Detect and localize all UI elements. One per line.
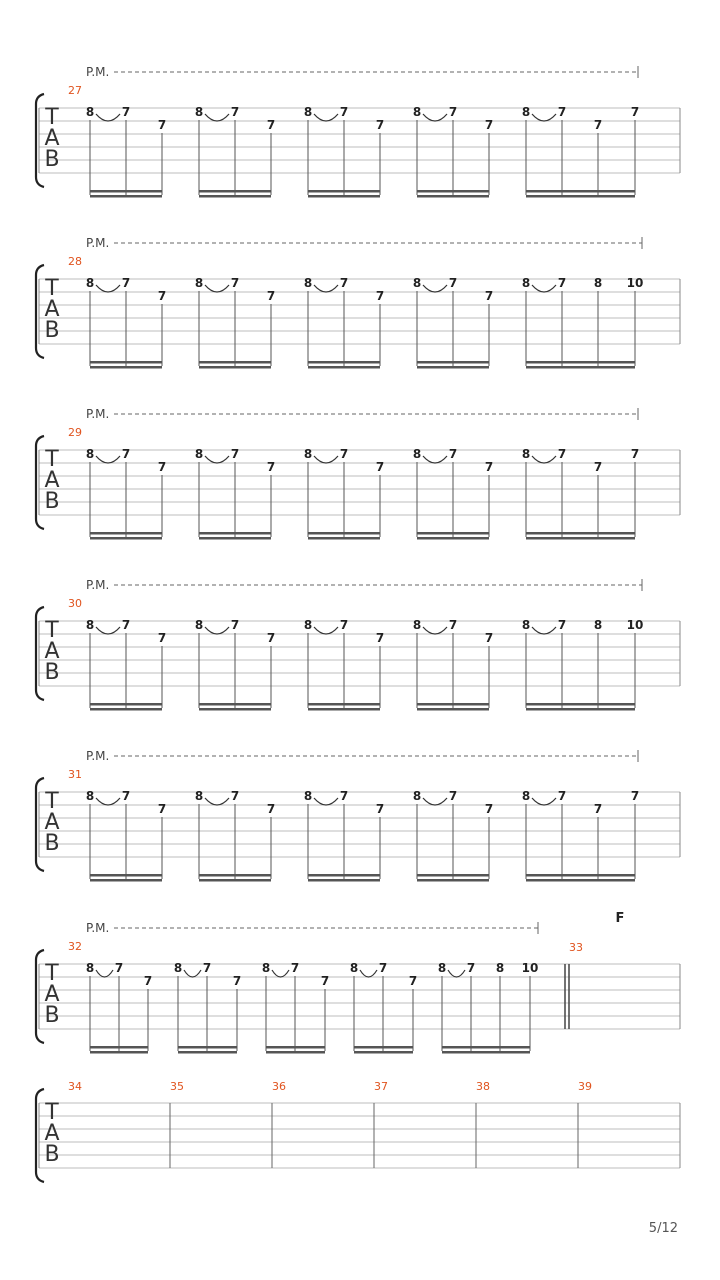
slur-arc [96,456,120,463]
beam [308,532,380,535]
measure-number: 38 [476,1080,490,1093]
beam [417,361,489,364]
tab-note: 7 [339,789,349,803]
palm-mute-label: P.M. [86,578,110,592]
tab-note: 7 [630,105,640,119]
slur-arc [184,970,201,977]
tab-note: 7 [290,961,300,975]
tab-note: 7 [121,447,131,461]
tab-note: 8 [412,447,422,461]
tab-clef-letter: T [45,447,59,472]
tab-note: 7 [121,789,131,803]
tab-note: 7 [230,618,240,632]
tab-note: 8 [85,447,95,461]
measure-number: 31 [68,768,82,781]
tab-system [36,578,680,711]
tab-note: 7 [232,974,242,988]
slur-arc [314,456,338,463]
beam [526,874,635,877]
tab-note: 8 [412,618,422,632]
tab-note: 8 [412,276,422,290]
tab-system [36,911,680,1054]
tab-note: 8 [593,276,603,290]
tab-note: 8 [437,961,447,975]
tab-note: 7 [448,105,458,119]
beam [417,703,489,706]
tab-note: 7 [157,802,167,816]
tab-clef-letter: A [44,982,60,1007]
tab-note: 7 [375,460,385,474]
tab-note: 7 [557,276,567,290]
tab-clef-letter: A [44,468,60,493]
page-number: 5/12 [648,1221,678,1236]
measure-number: 28 [68,255,82,268]
slur-arc [532,285,556,292]
tab-note: 8 [303,789,313,803]
beam [308,190,380,193]
tab-note: 7 [448,447,458,461]
tab-note: 7 [157,460,167,474]
measure-number: 36 [272,1080,286,1093]
tab-note: 7 [339,618,349,632]
beam [417,879,489,882]
tab-clef-letter: T [45,789,59,814]
tab-note: 7 [448,618,458,632]
measure-number: 34 [68,1080,82,1093]
tab-note: 8 [521,276,531,290]
beam [199,879,271,882]
tab-note: 7 [484,118,494,132]
beam [526,361,635,364]
beam [90,537,162,540]
beam [178,1051,237,1054]
slur-arc [205,798,229,805]
tab-note: 7 [484,631,494,645]
slur-arc [96,627,120,634]
tab-note: 7 [375,118,385,132]
beam [308,361,380,364]
tab-note: 7 [114,961,124,975]
tab-note: 7 [408,974,418,988]
beam [308,195,380,198]
tab-note: 7 [593,118,603,132]
tab-note: 7 [230,789,240,803]
tab-clef-letter: B [44,660,60,685]
beam [90,361,162,364]
palm-mute-label: P.M. [86,65,110,79]
tab-note: 7 [230,276,240,290]
tab-note: 8 [303,276,313,290]
beam [308,703,380,706]
beam [417,537,489,540]
beam [526,195,635,198]
tab-note: 7 [593,460,603,474]
tab-note: 8 [349,961,359,975]
tab-note: 7 [339,276,349,290]
slur-arc [532,456,556,463]
tab-clef-letter: T [45,1100,59,1125]
beam [90,1051,148,1054]
tab-note: 8 [521,789,531,803]
tab-note: 7 [230,447,240,461]
tab-note: 7 [484,289,494,303]
tab-clef-letter: A [44,810,60,835]
slur-arc [205,456,229,463]
tab-note: 7 [202,961,212,975]
tab-clef-letter: B [44,1003,60,1028]
tab-note: 8 [85,276,95,290]
slur-arc [423,627,447,634]
tab-note: 7 [230,105,240,119]
tab-note: 7 [157,631,167,645]
beam [526,532,635,535]
tab-note: 8 [521,105,531,119]
beam [354,1046,413,1049]
slur-arc [532,114,556,121]
beam [526,537,635,540]
palm-mute-label: P.M. [86,921,110,935]
palm-mute-label: P.M. [86,236,110,250]
tab-note: 7 [448,276,458,290]
tab-note: 8 [85,789,95,803]
measure-number: 33 [569,941,583,954]
measure-number: 35 [170,1080,184,1093]
beam [199,532,271,535]
tab-note: 8 [593,618,603,632]
tab-note: 7 [157,118,167,132]
beam [266,1051,325,1054]
slur-arc [532,798,556,805]
tab-note: 8 [412,105,422,119]
measure-number: 30 [68,597,82,610]
tab-clef-letter: T [45,618,59,643]
tab-clef-letter: T [45,105,59,130]
tab-note: 7 [266,289,276,303]
slur-arc [532,627,556,634]
tab-clef-letter: B [44,489,60,514]
beam [90,366,162,369]
tab-clef-letter: B [44,147,60,172]
slur-arc [96,798,120,805]
tab-note: 8 [521,618,531,632]
measure-number: 32 [68,940,82,953]
slur-arc [96,114,120,121]
tab-note: 7 [375,631,385,645]
tab-note: 8 [85,105,95,119]
slur-arc [314,285,338,292]
beam [526,879,635,882]
tab-note: 8 [194,789,204,803]
beam [442,1051,530,1054]
beam [199,366,271,369]
tab-note: 7 [121,618,131,632]
tab-clef-letter: B [44,1142,60,1167]
beam [308,708,380,711]
tab-note: 8 [85,618,95,632]
tab-clef-letter: T [45,961,59,986]
beam [90,708,162,711]
tab-note: 7 [630,789,640,803]
tab-note: 8 [261,961,271,975]
beam [199,537,271,540]
tab-system [36,236,680,369]
tab-note: 10 [626,618,644,632]
slur-arc [205,285,229,292]
tab-note: 7 [266,118,276,132]
tab-clef-letter: B [44,831,60,856]
slur-arc [314,114,338,121]
tab-note: 7 [484,460,494,474]
tab-note: 7 [339,105,349,119]
beam [90,874,162,877]
tab-note: 7 [339,447,349,461]
slur-arc [423,114,447,121]
tab-note: 7 [448,789,458,803]
tab-note: 7 [121,105,131,119]
slur-arc [423,456,447,463]
beam [90,879,162,882]
beam [199,190,271,193]
tab-system [36,749,680,882]
tab-note: 7 [557,618,567,632]
tab-note: 7 [121,276,131,290]
beam [308,879,380,882]
tab-note: 8 [194,276,204,290]
measure-number: 37 [374,1080,388,1093]
beam [199,361,271,364]
tab-note: 10 [626,276,644,290]
slur-arc [205,627,229,634]
tab-note: 8 [303,618,313,632]
tab-system [36,1080,680,1182]
beam [178,1046,237,1049]
beam [417,195,489,198]
tab-note: 7 [630,447,640,461]
beam [90,1046,148,1049]
slur-arc [423,798,447,805]
tab-note: 7 [557,105,567,119]
tab-note: 7 [484,802,494,816]
tab-clef-letter: A [44,297,60,322]
beam [417,532,489,535]
tab-note: 8 [173,961,183,975]
measure-number: 29 [68,426,82,439]
beam [417,366,489,369]
tab-note: 7 [593,802,603,816]
tab-note: 7 [266,802,276,816]
tab-note: 8 [194,105,204,119]
beam [526,708,635,711]
beam [354,1051,413,1054]
beam [442,1046,530,1049]
beam [526,366,635,369]
beam [266,1046,325,1049]
tab-note: 7 [557,447,567,461]
beam [308,874,380,877]
slur-arc [314,798,338,805]
tab-note: 8 [194,618,204,632]
tab-system [36,65,680,198]
measure-number: 27 [68,84,82,97]
tab-note: 7 [266,460,276,474]
tab-note: 8 [495,961,505,975]
tab-clef-letter: A [44,1121,60,1146]
tab-clef-letter: A [44,639,60,664]
tab-note: 8 [303,447,313,461]
tab-note: 8 [521,447,531,461]
beam [199,703,271,706]
beam [308,537,380,540]
tab-note: 7 [375,802,385,816]
beam [526,190,635,193]
slur-arc [360,970,377,977]
beam [199,708,271,711]
beam [199,874,271,877]
tab-note: 8 [303,105,313,119]
beam [417,190,489,193]
slur-arc [314,627,338,634]
slur-arc [205,114,229,121]
tab-note: 7 [143,974,153,988]
tab-note: 7 [378,961,388,975]
beam [417,708,489,711]
beam [90,532,162,535]
palm-mute-label: P.M. [86,749,110,763]
palm-mute-label: P.M. [86,407,110,421]
beam [199,195,271,198]
slur-arc [448,970,465,977]
tab-clef-letter: A [44,126,60,151]
section-marker: F [615,911,625,926]
tab-note: 7 [557,789,567,803]
measure-number: 39 [578,1080,592,1093]
tab-system [36,407,680,540]
beam [90,703,162,706]
beam [90,190,162,193]
tab-note: 10 [521,961,539,975]
slur-arc [423,285,447,292]
tab-note: 7 [466,961,476,975]
tab-note: 7 [266,631,276,645]
tab-note: 8 [194,447,204,461]
tab-note: 8 [85,961,95,975]
slur-arc [272,970,289,977]
tab-note: 8 [412,789,422,803]
beam [526,703,635,706]
slur-arc [96,285,120,292]
tab-clef-letter: B [44,318,60,343]
tab-note: 7 [375,289,385,303]
tab-note: 7 [157,289,167,303]
beam [308,366,380,369]
beam [417,874,489,877]
tab-note: 7 [320,974,330,988]
slur-arc [96,970,113,977]
tab-clef-letter: T [45,276,59,301]
beam [90,195,162,198]
